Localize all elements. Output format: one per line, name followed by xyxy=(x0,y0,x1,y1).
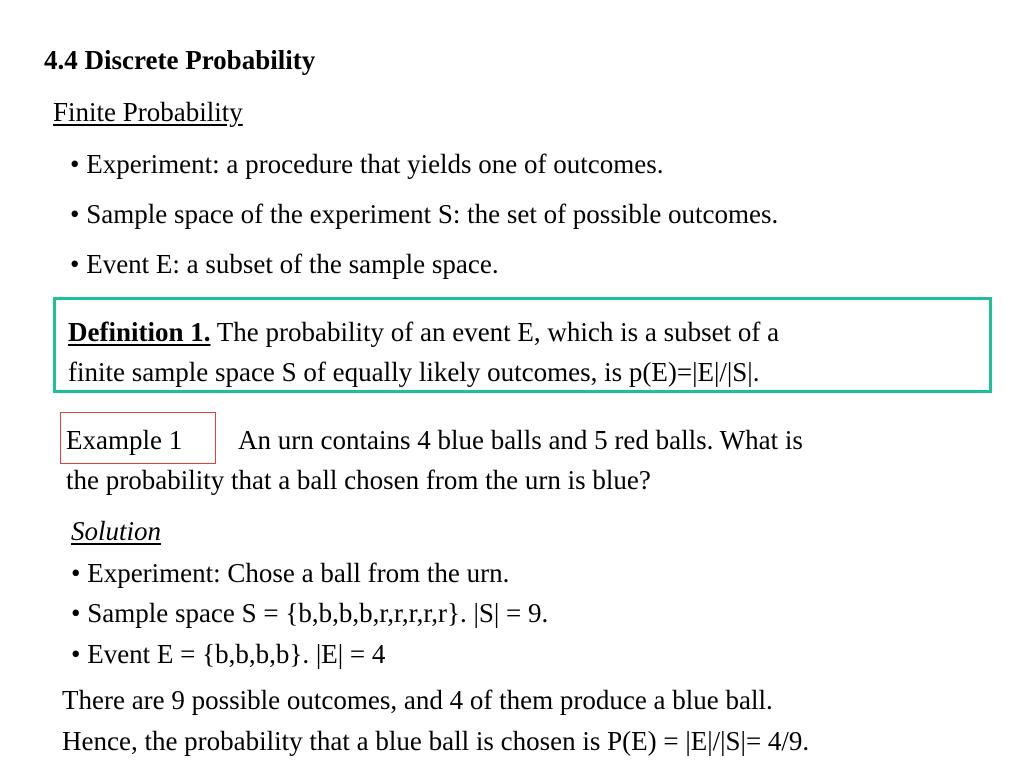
solution-step-experiment: • Experiment: Chose a ball from the urn. xyxy=(71,558,510,588)
section-subtitle: Finite Probability xyxy=(53,97,243,127)
conclusion-line-2: Hence, the probability that a blue ball is chosen is P(E) = |E|/|S|= 4/9. xyxy=(62,726,810,756)
bullet-sample-space: • Sample space of the experiment S: the set of possible outcomes. xyxy=(70,199,779,229)
solution-step-event: • Event E = {b,b,b,b}. |E| = 4 xyxy=(71,639,386,669)
definition-text xyxy=(68,312,779,392)
example-question-line-1: An urn contains 4 blue balls and 5 red balls. What is xyxy=(238,425,803,455)
definition-line-1: The probability of an event E, which is a subset of a xyxy=(210,317,780,347)
example-question-line-2: the probability that a ball chosen from the urn is blue? xyxy=(66,465,651,495)
conclusion-line-1: There are 9 possible outcomes, and 4 of them produce a blue ball. xyxy=(62,685,773,715)
slide-title: 4.4 Discrete Probability xyxy=(44,45,316,75)
example-label: Example 1 xyxy=(66,425,183,455)
definition-line-2: finite sample space S of equally likely outcomes, is p(E)=|E|/|S|. xyxy=(68,357,760,387)
bullet-experiment: • Experiment: a procedure that yields one of outcomes. xyxy=(70,149,664,179)
solution-step-sample-space: • Sample space S = {b,b,b,b,r,r,r,r,r}. |S| = 9. xyxy=(71,598,549,628)
definition-label: Definition 1. xyxy=(68,317,211,347)
solution-heading: Solution xyxy=(71,516,162,546)
bullet-event: • Event E: a subset of the sample space. xyxy=(70,249,499,279)
definition-box xyxy=(53,297,992,393)
